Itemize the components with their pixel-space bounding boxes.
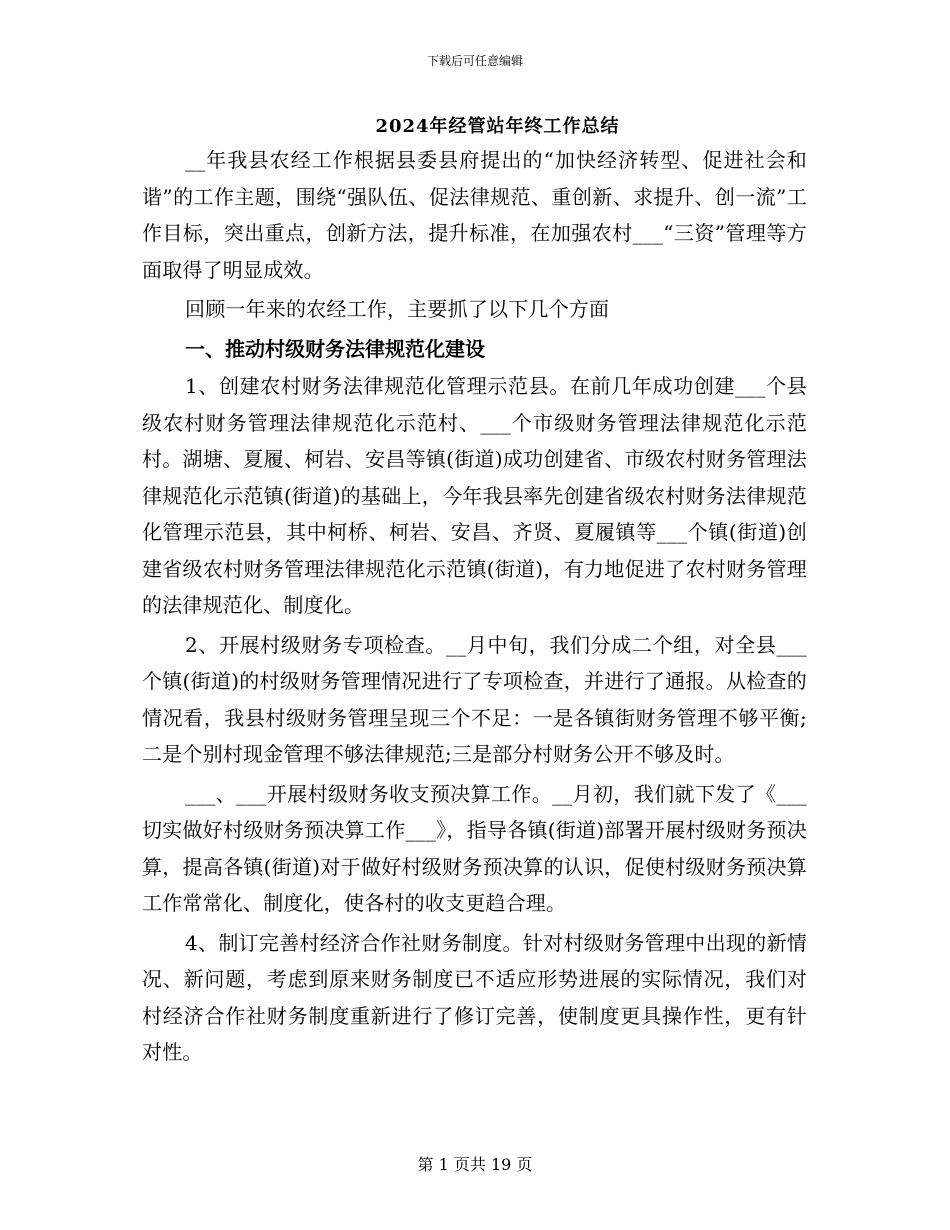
- document-body: [142, 142, 807, 1074]
- section-heading-1: 一、推动村级财务法律规范化建设: [185, 336, 485, 361]
- paragraph-item-4: 4、制订完善村经济合作社财务制度。针对村级财务管理中出现的新情况、新问题，考虑到原来财务制度已不适应形势进展的实际情况，我们对村经济合作社财务制度重新进行了修订完善，使制度更具操作性，更有针对性。: [142, 930, 807, 1064]
- header-note: 下载后可任意编辑: [426, 54, 523, 68]
- page-number-footer: 第 1 页共 19 页: [417, 1155, 533, 1174]
- document-title: 2024年经管站年终工作总结: [375, 116, 620, 137]
- paragraph-review: 回顾一年来的农经工作，主要抓了以下几个方面: [185, 297, 610, 321]
- paragraph-item-3: ___、___开展村级财务收支预决算工作。__月初，我们就下发了《___切实做好村级财务预决算工作___》，指导各镇(街道)部署开展村级财务预决算，提高各镇(街道)对于做好村级财务预决算的认识，促使村级财务预决算工作常常化、制度化，使各村的收支更趋合理。: [142, 781, 807, 915]
- paragraph-intro: __年我县农经工作根据县委县府提出的“加快经济转型、促进社会和谐”的工作主题，围绕“强队伍、促法律规范、重创新、求提升、创一流”工作目标，突出重点，创新方法，提升标准，在加强农村___“三资”管理等方面取得了明显成效。: [142, 148, 807, 282]
- paragraph-item-2: 2、开展村级财务专项检查。__月中旬，我们分成二个组，对全县___个镇(街道)的村级财务管理情况进行了专项检查，并进行了通报。从检查的情况看，我县村级财务管理呈现三个不足：一是各镇街财务管理不够平衡;二是个别村现金管理不够法律规范;三是部分村财务公开不够及时。: [142, 632, 807, 766]
- paragraph-item-1: 1、创建农村财务法律规范化管理示范县。在前几年成功创建___个县级农村财务管理法律规范化示范村、___个市级财务管理法律规范化示范村。湖塘、夏履、柯岩、安昌等镇(街道)成功创建省、市级农村财务管理法律规范化示范镇(街道)的基础上，今年我县率先创建省级农村财务法律规范化管理示范县，其中柯桥、柯岩、安昌、齐贤、夏履镇等___个镇(街道)创建省级农村财务管理法律规范化示范镇(街道)，有力地促进了农村财务管理的法律规范化、制度化。: [142, 374, 807, 617]
